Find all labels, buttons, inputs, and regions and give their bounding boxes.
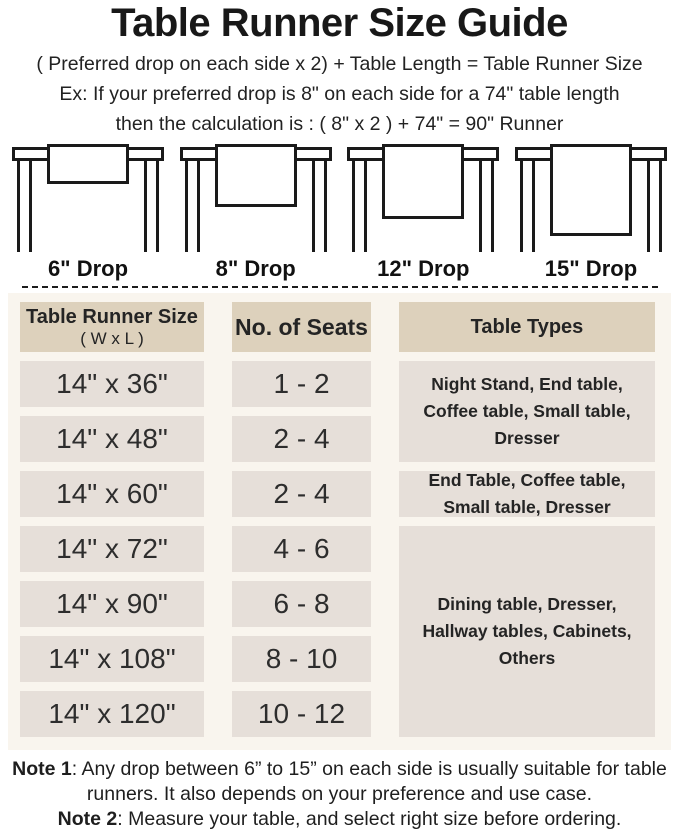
size-guide-table (8, 293, 671, 750)
example-line-2: then the calculation is : ( 8" x 2 ) + 74" = 90" Runner (115, 113, 564, 135)
drop-label-8: 8" Drop (215, 256, 296, 281)
cell-table-types: End Table, Coffee table, Small table, Dresser (399, 471, 655, 517)
column-header-seats: No. of Seats (232, 302, 371, 352)
dashed-divider (22, 286, 658, 288)
cell-seats: 8 - 10 (232, 636, 371, 682)
table-leg (520, 161, 535, 252)
table-illustration-12-drop (347, 144, 499, 254)
note-2-label: Note 2 (57, 808, 118, 830)
table-leg (479, 161, 494, 252)
drop-label-12: 12" Drop (377, 256, 470, 281)
table-illustration-8-drop (180, 144, 332, 254)
runner-drape (382, 144, 464, 219)
cell-table-types: Night Stand, End table, Coffee table, Small table, Dresser (399, 361, 655, 462)
example-line-1: Ex: If your preferred drop is 8" on each side for a 74" table length (59, 83, 620, 105)
cell-runner-size: 14" x 48" (20, 416, 204, 462)
column-header-runner-size-title: Table Runner Size (26, 305, 198, 328)
cell-runner-size: 14" x 72" (20, 526, 204, 572)
column-header-table-types: Table Types (399, 302, 655, 352)
drop-illustrations (12, 144, 667, 254)
cell-seats: 1 - 2 (232, 361, 371, 407)
table-illustration-6-drop (12, 144, 164, 254)
note-1-text: : Any drop between 6” to 15” on each side is usually suitable for table runners. It also depends on your preference and use case. (71, 758, 667, 805)
cell-seats: 2 - 4 (232, 471, 371, 517)
runner-drape (550, 144, 632, 236)
cell-runner-size: 14" x 120" (20, 691, 204, 737)
runner-drape (47, 144, 129, 184)
cell-runner-size: 14" x 60" (20, 471, 204, 517)
note-2-text: : Measure your table, and select right size before ordering. (117, 808, 622, 830)
note-2 (4, 807, 675, 832)
cell-seats: 6 - 8 (232, 581, 371, 627)
cell-table-types: Dining table, Dresser, Hallway tables, Cabinets, Others (399, 526, 655, 737)
column-header-runner-size (20, 302, 204, 352)
table-leg (352, 161, 367, 252)
table-leg (185, 161, 200, 252)
drop-label-6: 6" Drop (47, 256, 129, 281)
cell-seats: 2 - 4 (232, 416, 371, 462)
drop-labels (12, 256, 667, 282)
page-title: Table Runner Size Guide (111, 1, 568, 45)
drop-label-15: 15" Drop (544, 256, 638, 281)
table-illustration-15-drop (515, 144, 667, 254)
formula-line: ( Preferred drop on each side x 2) + Table Length = Table Runner Size (36, 53, 643, 75)
cell-runner-size: 14" x 90" (20, 581, 204, 627)
column-header-runner-size-sub: ( W x L ) (80, 328, 144, 348)
runner-drape (215, 144, 297, 207)
cell-seats: 10 - 12 (232, 691, 371, 737)
table-leg (647, 161, 662, 252)
cell-seats: 4 - 6 (232, 526, 371, 572)
note-1 (4, 757, 675, 807)
cell-runner-size: 14" x 108" (20, 636, 204, 682)
cell-runner-size: 14" x 36" (20, 361, 204, 407)
note-1-label: Note 1 (12, 758, 72, 780)
table-leg (312, 161, 327, 252)
table-leg (17, 161, 32, 252)
table-leg (144, 161, 159, 252)
notes-section (0, 757, 679, 832)
